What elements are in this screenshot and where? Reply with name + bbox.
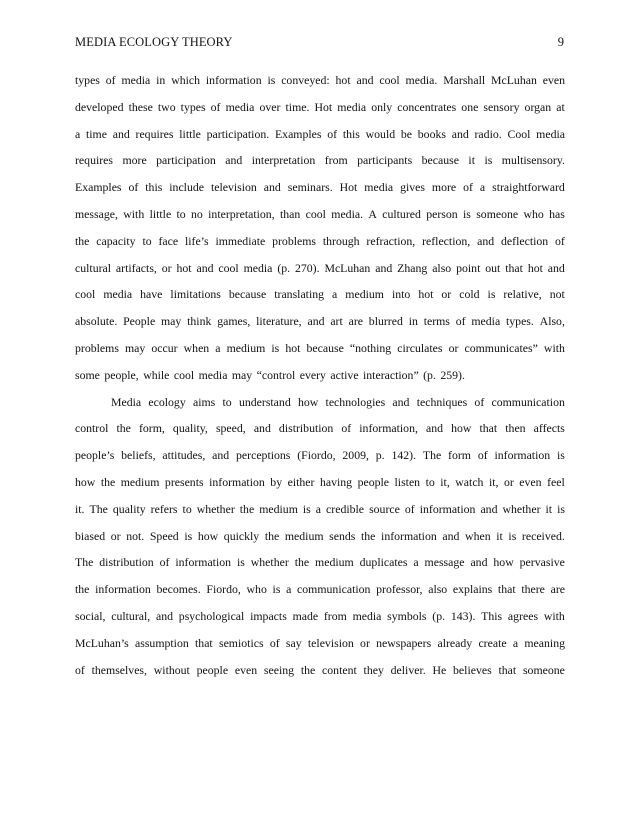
text-line: Examples of this include television and seminars. Hot media gives more of a straightforward [75,180,565,195]
text-line: requires more participation and interpretation from participants because it is multisensory. [75,153,565,168]
page-number: 9 [557,35,564,49]
body-text [75,67,565,683]
text-line: developed these two types of media over time. Hot media only concentrates one sensory organ at [75,99,565,114]
text-line: Media ecology aims to understand how technologies and techniques of communication [111,394,565,409]
text-line: some people, while cool media may “control every active interaction” (p. 259). [75,367,465,382]
text-line: message, with little to no interpretation, than cool media. A cultured person is someone who has [75,206,565,221]
text-line: biased or not. Speed is how quickly the medium sends the information and when it is received. [75,528,565,543]
text-line: cultural artifacts, or hot and cool media (p. 270). McLuhan and Zhang also point out that hot and [75,260,565,275]
text-line: of themselves, without people even seeing the content they deliver. He believes that someone [75,662,565,677]
text-line: the capacity to face life’s immediate problems through refraction, reflection, and deflection of [75,233,565,248]
text-line: problems may occur when a medium is hot because “nothing circulates or communicates” with [75,340,565,355]
text-line: cool media have limitations because translating a medium into hot or cold is relative, not [75,287,565,302]
text-line: it. The quality refers to whether the medium is a credible source of information and whether it is [75,501,565,516]
text-line: types of media in which information is conveyed: hot and cool media. Marshall McLuhan even [75,73,565,87]
text-line: people’s beliefs, attitudes, and perceptions (Fiordo, 2009, p. 142). The form of information is [75,448,565,463]
text-line: social, cultural, and psychological impacts made from media symbols (p. 143). This agrees with [75,608,565,623]
text-line: a time and requires little participation. Examples of this would be books and radio. Cool media [75,126,565,141]
running-head: MEDIA ECOLOGY THEORY [75,35,233,49]
text-line: absolute. People may think games, literature, and art are blurred in terms of media types. Also, [75,314,565,329]
text-line: how the medium presents information by either having people listen to it, watch it, or even feel [75,474,565,489]
text-line: control the form, quality, speed, and distribution of information, and how that then affects [75,421,565,436]
text-line: McLuhan’s assumption that semiotics of say television or newspapers already create a meaning [75,635,565,650]
text-line: The distribution of information is whether the medium duplicates a message and how pervasive [75,555,565,570]
text-line: the information becomes. Fiordo, who is a communication professor, also explains that there are [75,582,565,597]
